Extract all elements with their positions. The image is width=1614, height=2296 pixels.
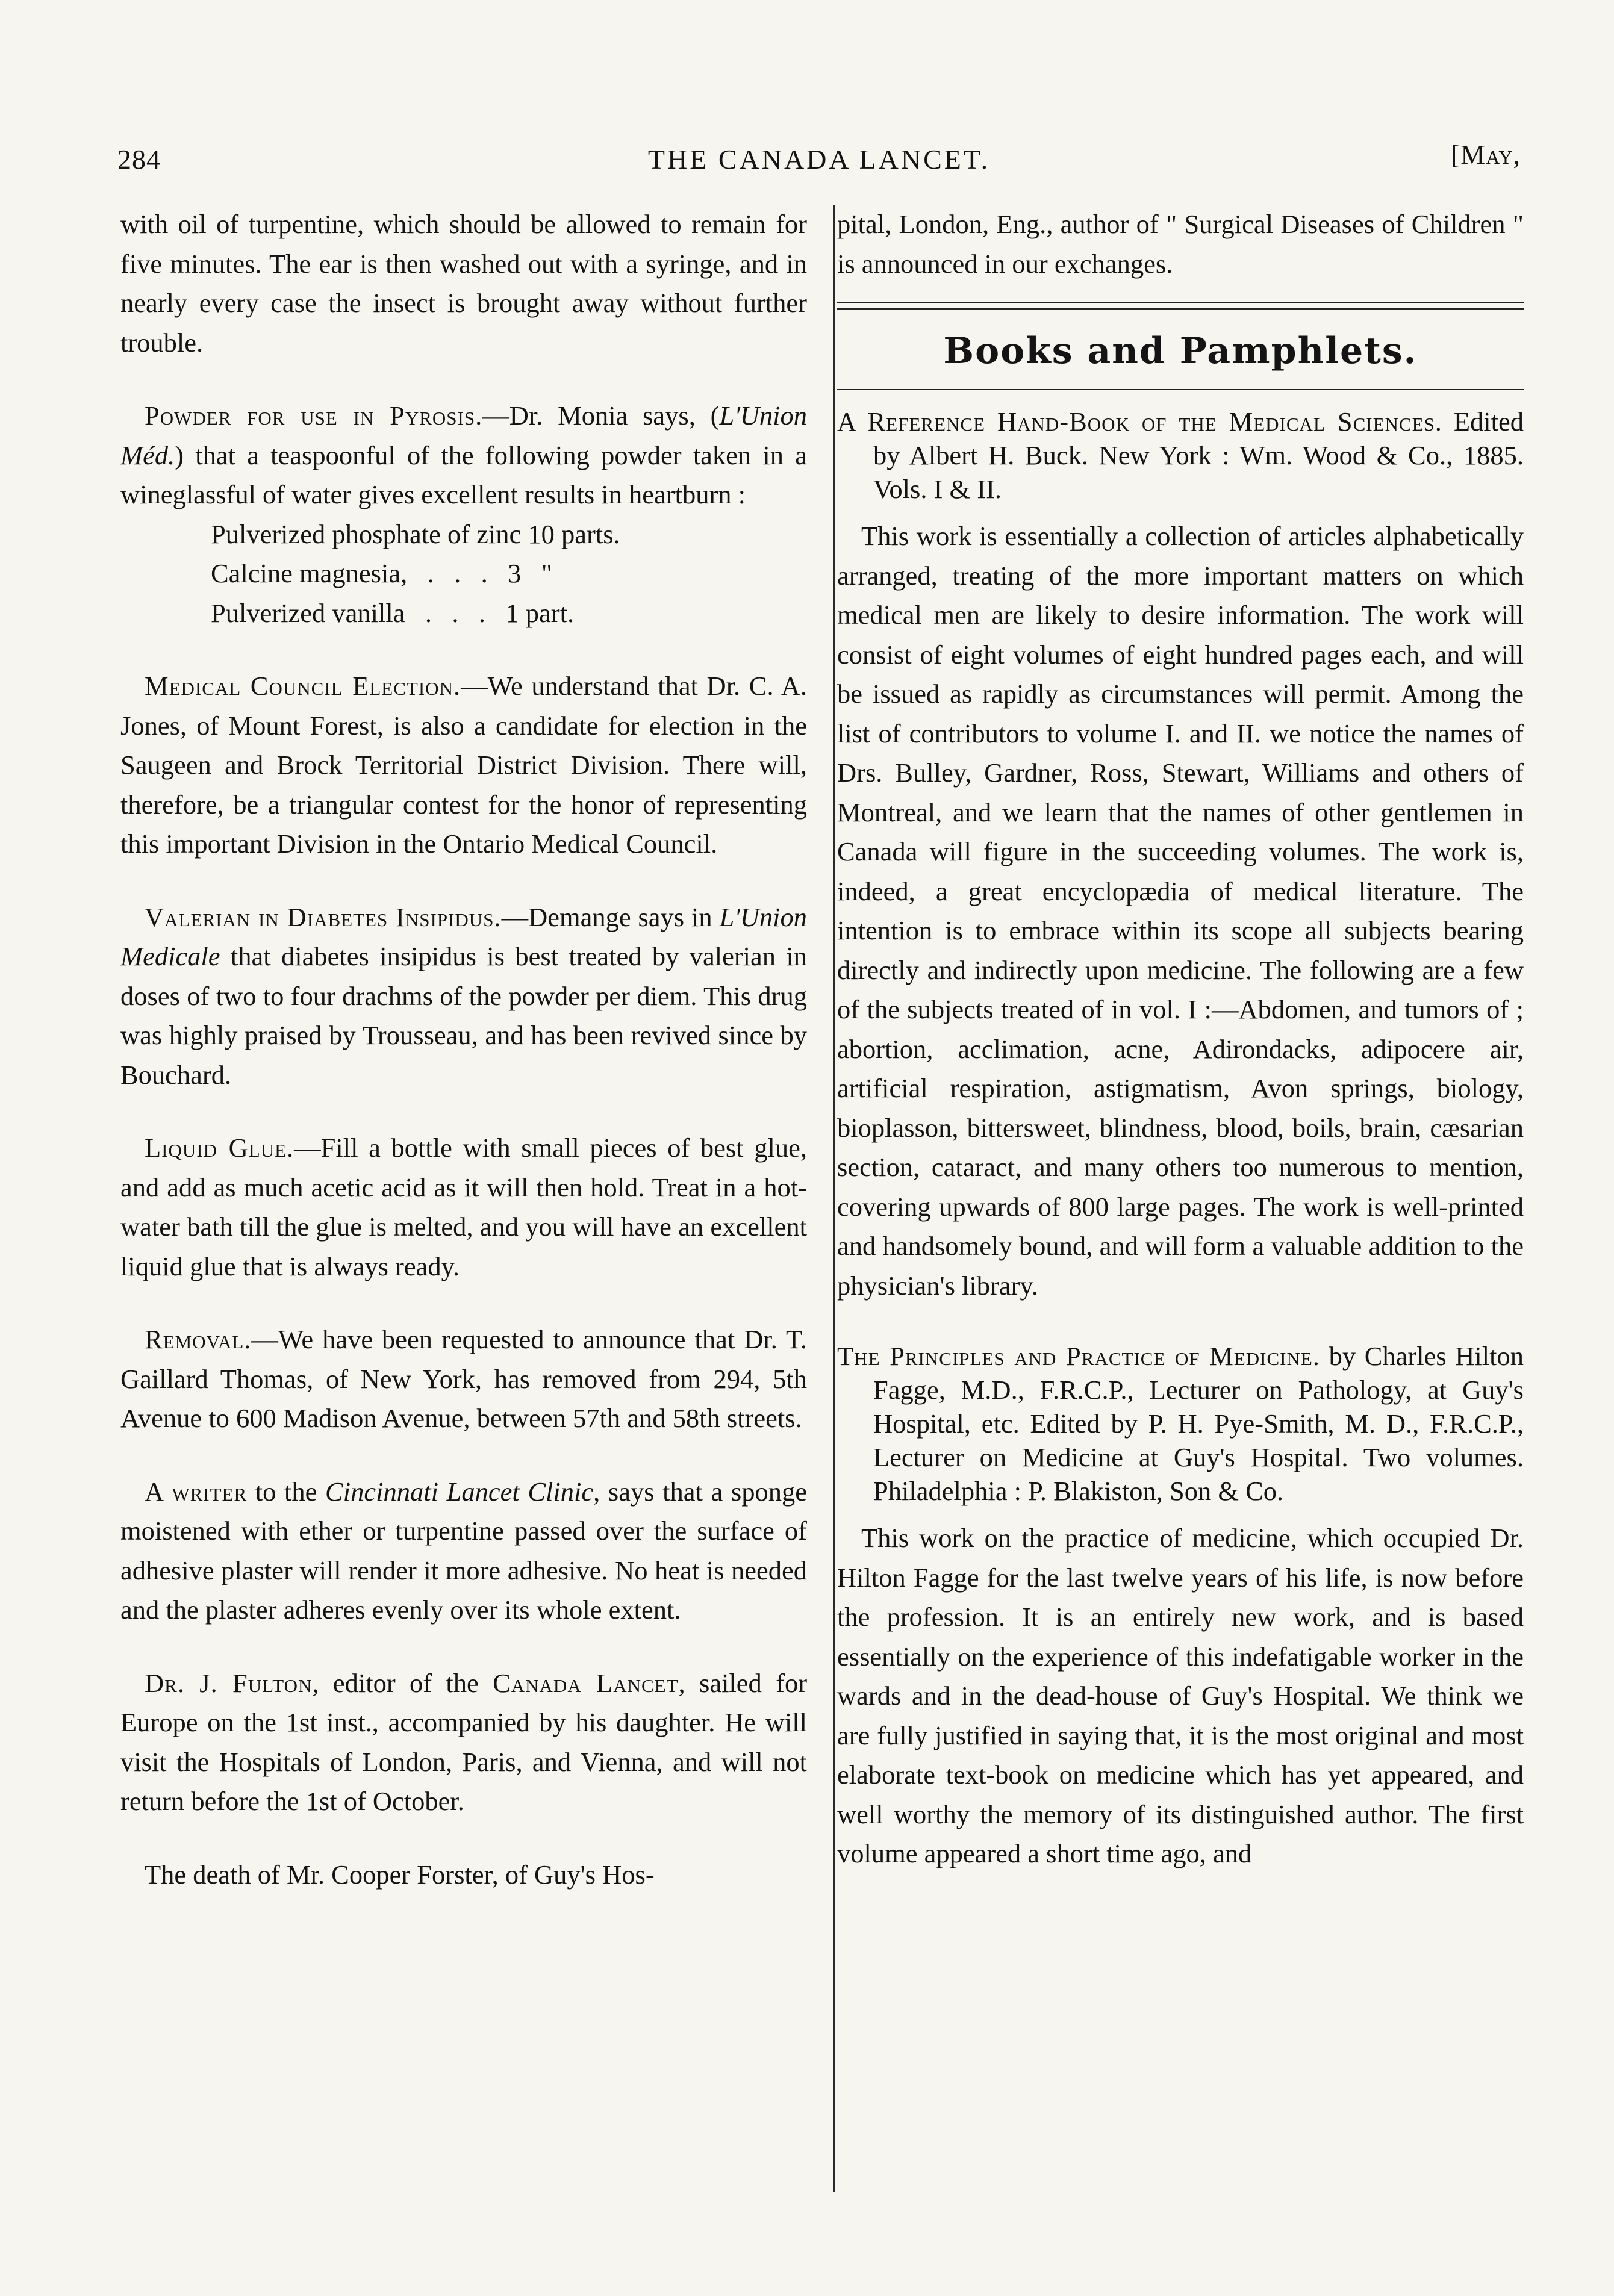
item-text: —We have been requested to announce that Dr. T. Gaillard Thomas, of New York, has removed from 294, 5th Avenue to 600 Madison Avenue, between 57th and 58th streets. — [120, 1324, 807, 1433]
recipe — [211, 515, 807, 633]
item-title: Removal. — [145, 1324, 252, 1354]
item-lead: A writer — [145, 1476, 248, 1507]
item-valerian — [120, 898, 807, 1095]
item-fulton — [120, 1664, 807, 1822]
page-number: 284 — [117, 144, 161, 175]
item-text: —Demange says in — [501, 901, 720, 932]
item-forster-start: The death of Mr. Cooper Forster, of Guy's Hos- — [145, 1859, 655, 1890]
right-column — [837, 205, 1524, 1874]
item-title: Valerian in Diabetes Insipidus. — [145, 901, 502, 932]
source-title: L'Union Medicale — [120, 901, 807, 971]
item-pyrosis — [120, 396, 807, 515]
item-text: —Dr. Monia says, ( — [482, 400, 720, 431]
item-lead: Dr. J. Fulton — [145, 1667, 313, 1698]
section-rule — [837, 389, 1524, 390]
book-review: This work on the practice of medicine, which occupied Dr. Hilton Fagge for the last twelve years of his life, is now before the profession. It is an entirely new work, and is based essentially on the experience of this indefatigable worker in the wards and in the dead-house of Guy's Hospital. We think we are fully justified in saying that, it is the most original and most elaborate text-book on medicine which has yet appeared, and well worthy the memory of its distinguished author. The first volume appeared a short time ago, and — [837, 1523, 1524, 1868]
book-title: A Reference Hand-Book of the Medical Sciences. — [837, 406, 1442, 437]
recipe-line: Pulverized phosphate of zinc 10 parts. — [211, 518, 620, 549]
running-header — [117, 139, 1521, 191]
book-title: The Principles and Practice of Medicine. — [837, 1341, 1320, 1371]
item-writer — [120, 1472, 807, 1630]
book-details: by Charles Hilton Fagge, M.D., F.R.C.P., Lecturer on Pathology, at Guy's Hospital, etc. Edited by P. H. Pye-Smith, M. D., F.R.C.P., Lecturer on Medicine at Guy's Hospital. Two volumes. Philadelphia : P. Blakiston, Son & Co. — [873, 1341, 1524, 1506]
book-citation — [837, 1339, 1524, 1508]
item-text: , editor of the — [312, 1667, 493, 1698]
item-text: , sailed for Europe on the 1st inst., accompanied by his daughter. He will visit the Hospitals of London, Paris, and Vienna, and will not return before the 1st of October. — [120, 1667, 808, 1816]
book-citation — [837, 405, 1524, 506]
item-text: to the — [247, 1476, 326, 1507]
item-title: Liquid Glue. — [145, 1133, 294, 1163]
source-title: Cincinnati Lancet Clinic — [325, 1476, 594, 1507]
journal-name: Canada Lancet — [493, 1667, 679, 1698]
item-text: , says that a sponge moistened with ether or turpentine passed over the surface of adhesive plaster will render it more adhesive. No heat is needed and the plaster adheres evenly over its whole extent. — [120, 1476, 807, 1625]
item-text: ) that a teaspoonful of the following powder taken in a wineglassful of water gives excellent results in heartburn : — [120, 440, 807, 509]
section-heading: Books and Pamphlets. — [943, 330, 1418, 372]
source-title: L'Union Méd. — [120, 400, 807, 470]
book-review: This work is essentially a collection of articles alphabetically arranged, treating of the more important matters on which medical men are likely to desire information. The work will consist of eight volumes of eight hundred pages each, and will be issued as rapidly as circumstances will permit. Among the list of contributors to volume I. and II. we notice the names of Drs. Bulley, Gardner, Ross, Stewart, Williams and others of Montreal, and we learn that the names of other gentlemen in Canada will figure in the succeeding volumes. The work is, indeed, a great encyclopædia of medical literature. The intention is to embrace within its scope all subjects bearing directly and indirectly upon medicine. The following are a few of the subjects treated of in vol. I :—Abdomen, and tumors of ; abortion, acclimation, acne, Adirondacks, adipocere air, artificial respiration, astigmatism, Avon springs, biology, bioplasson, bittersweet, blindness, blood, boils, brain, cæsarian section, cataract, and many others too numerous to mention, covering upwards of 800 large pages. The work is well-printed and handsomely bound, and will form a valuable addition to the physician's library. — [837, 521, 1524, 1301]
issue-month: [May, — [1450, 139, 1521, 170]
item-title: Medical Council Election. — [145, 671, 461, 701]
item-liquid-glue — [120, 1128, 807, 1286]
item-council-election — [120, 667, 807, 864]
recipe-line: Pulverized vanilla . . . 1 part. — [211, 597, 575, 628]
item-title: Powder for use in Pyrosis. — [145, 400, 483, 431]
item-forster-end: pital, London, Eng., author of " Surgical Diseases of Children " is announced in our exchanges. — [837, 209, 1524, 279]
recipe-line: Calcine magnesia, . . . 3 " — [211, 558, 552, 588]
book-details: Edited by Albert H. Buck. New York : Wm. Wood & Co., 1885. Vols. I & II. — [873, 406, 1524, 504]
column-divider — [833, 205, 835, 2192]
item-text: that diabetes insipidus is best treated by valerian in doses of two to four drachms of the powder per diem. This drug was highly praised by Trousseau, and has been revived since by Bouchard. — [120, 941, 807, 1090]
left-column — [120, 205, 807, 1894]
item-text: —We understand that Dr. C. A. Jones, of Mount Forest, is also a candidate for election in the Saugeen and Brock Territorial District Division. There will, therefore, be a triangular contest for the honor of representing this important Division in the Ontario Medical Council. — [120, 671, 807, 859]
journal-title: THE CANADA LANCET. — [647, 144, 991, 175]
section-rule — [837, 302, 1524, 310]
item-text: —Fill a bottle with small pieces of best glue, and add as much acetic acid as it will then hold. Treat in a hot-water bath till the glue is melted, and you will have an excellent liquid glue that is always ready. — [120, 1133, 807, 1281]
item-removal — [120, 1320, 807, 1439]
continued-paragraph: with oil of turpentine, which should be allowed to remain for five minutes. The ear is then washed out with a syringe, and in nearly every case the insect is brought away without further trouble. — [120, 209, 807, 358]
